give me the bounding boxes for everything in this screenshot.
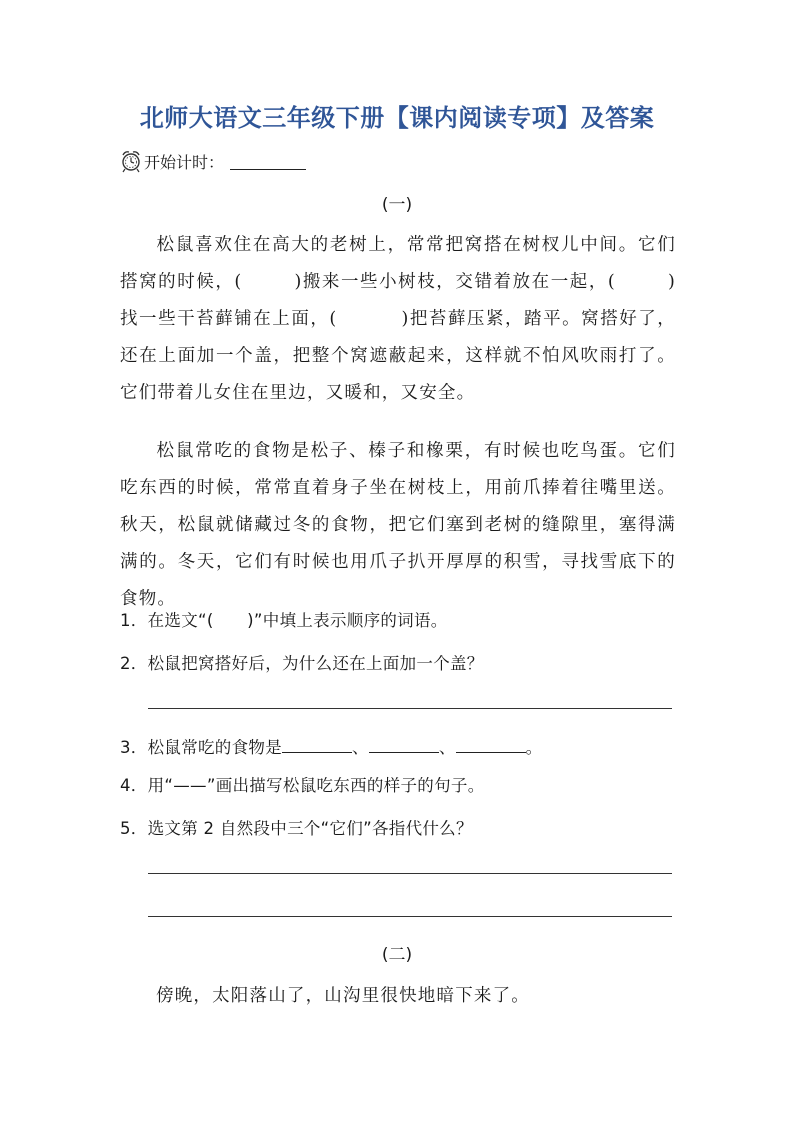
paragraph-text: )把苔藓压紧，踏平。窝搭好了，还在上面加一个盖，把整个窝遮蔽起来，这样就不怕风吹雨打了。它们带着儿女住在里边，又暖和，又安全。 [120, 309, 677, 403]
question-3 [120, 734, 542, 758]
answer-blank-3[interactable] [456, 738, 526, 753]
alarm-clock-icon [120, 148, 142, 174]
paragraph-text: )搬来一些小树枝，交错着放在一起，( [294, 272, 616, 292]
timer-blank[interactable] [230, 153, 306, 170]
separator: 、 [352, 738, 369, 757]
question-5: 5．选文第 2 自然段中三个“它们”各指代什么？ [120, 819, 473, 838]
question-3-text: 3．松鼠常吃的食物是 [120, 738, 282, 757]
separator: 、 [438, 738, 456, 757]
question-4: 4．用“——”画出描写松鼠吃东西的样子的句子。 [120, 776, 485, 795]
paragraph-text: 松鼠喜欢住在高大的老树上，常常把窝搭在树杈儿中间。它们搭窝的时候，( [120, 235, 676, 292]
section-heading-1: (一) [381, 195, 413, 215]
answer-blank-1[interactable] [282, 738, 352, 753]
question-2: 2．松鼠把窝搭好后，为什么还在上面加一个盖？ [120, 654, 484, 673]
answer-line-q5-2[interactable] [148, 916, 672, 917]
page-title: 北师大语文三年级下册【课内阅读专项】及答案 [139, 104, 655, 132]
passage-1-paragraph-1 [120, 227, 676, 412]
passage-1-paragraph-2 [120, 433, 676, 618]
paragraph-text: 傍晚，太阳落山了，山沟里很快地暗下来了。 [156, 986, 530, 1006]
timer-label: 开始计时： [144, 152, 225, 172]
question-3-end: 。 [525, 738, 543, 757]
paragraph-text: )找一些干苔藓铺在上面，( [120, 272, 676, 329]
paragraph-text: 松鼠常吃的食物是松子、榛子和橡栗，有时候也吃鸟蛋。它们吃东西的时候，常常直着身子坐在树枝上，用前爪捧着往嘴里送。秋天，松鼠就储藏过冬的食物，把它们塞到老树的缝隙里，塞得满满的。冬天，它们有时候也用爪子扒开厚厚的积雪，寻找雪底下的食物。 [120, 441, 676, 609]
section-heading-2: (二) [381, 945, 413, 965]
answer-line-q5-1[interactable] [148, 873, 672, 874]
answer-blank-2[interactable] [369, 738, 439, 753]
answer-line-q2[interactable] [148, 708, 672, 709]
question-1: 1．在选文“( )”中填上表示顺序的词语。 [120, 611, 448, 630]
timer-row [120, 148, 306, 174]
passage-2-paragraph-1 [120, 978, 676, 1015]
